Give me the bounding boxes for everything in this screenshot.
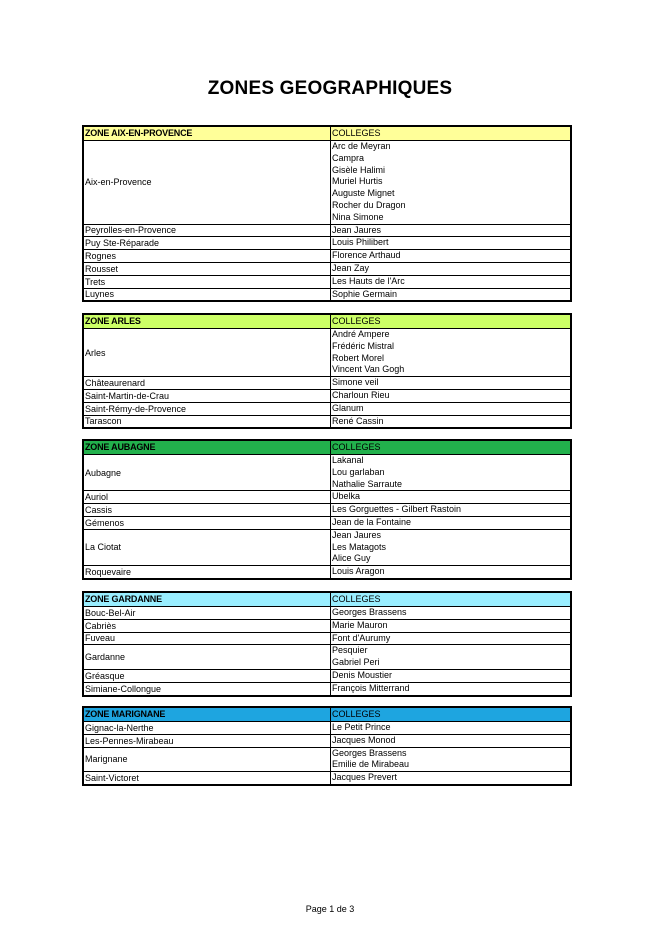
table-row [84,517,570,530]
college-name: Auguste Mignet [332,188,395,199]
table-row [84,722,570,735]
table-row [84,276,570,289]
commune-cell: La Ciotat [84,530,331,565]
commune-cell: Aubagne [84,455,331,490]
colleges-cell [331,645,570,669]
table-row [84,491,570,504]
college-name: Georges Brassens [332,747,407,758]
commune-cell: Trets [84,276,331,288]
commune-cell: Gémenos [84,517,331,529]
college-name: Robert Morel [332,352,385,363]
college-name: Sophie Germain [332,288,398,299]
commune-cell: Peyrolles-en-Provence [84,225,331,237]
commune-cell: Cassis [84,504,331,516]
college-name: Arc de Meyran [332,141,391,151]
colleges-cell [331,289,570,301]
table-row [84,416,570,428]
colleges-cell [331,633,570,645]
zone-header [84,127,570,141]
college-name: Lou garlaban [332,466,385,477]
college-name: Muriel Hurtis [332,176,383,187]
table-row [84,683,570,695]
commune-cell: Puy Ste-Réparade [84,237,331,249]
table-row [84,530,570,566]
table-row [84,250,570,263]
college-name: Louis Philibert [332,237,389,248]
college-name: Georges Brassens [332,607,407,617]
college-name: Louis Aragon [332,566,385,577]
commune-cell: Les-Pennes-Mirabeau [84,735,331,747]
zone-table [82,706,572,786]
commune-cell: Saint-Martin-de-Crau [84,390,331,402]
colleges-header: COLLEGES [332,709,381,719]
colleges-cell [331,491,570,503]
colleges-cell [331,517,570,529]
college-name: Font d'Aurumy [332,632,391,643]
zone-table [82,591,572,697]
colleges-header: COLLEGES [332,128,381,138]
colleges-cell [331,772,570,784]
zone-name: ZONE AIX-EN-PROVENCE [84,127,331,140]
colleges-cell [331,416,570,428]
commune-cell: Rousset [84,263,331,275]
commune-cell: Rognes [84,250,331,262]
table-row [84,329,570,377]
commune-cell: Marignane [84,748,331,772]
commune-cell: Châteaurenard [84,377,331,389]
table-row [84,455,570,491]
college-name: Frédéric Mistral [332,340,395,351]
commune-cell: Luynes [84,289,331,301]
zone-table [82,125,572,302]
zone-name: ZONE ARLES [84,315,331,328]
colleges-cell [331,722,570,734]
commune-cell: Saint-Victoret [84,772,331,784]
college-name: Lakanal [332,455,364,465]
colleges-cell [331,390,570,402]
college-name: Les Hauts de l'Arc [332,275,405,286]
college-name: Jacques Prevert [332,772,398,783]
commune-cell: Cabriès [84,620,331,632]
table-row [84,141,570,225]
college-name: Glanum [332,402,364,413]
college-name: Nathalie Sarraute [332,478,403,489]
colleges-cell [331,263,570,275]
commune-cell: Bouc-Bel-Air [84,607,331,619]
zone-header [84,708,570,722]
college-name: Charloun Rieu [332,389,390,400]
commune-cell: Gardanne [84,645,331,669]
college-name: Alice Guy [332,553,371,564]
colleges-header: COLLEGES [332,594,381,604]
commune-cell: Simiane-Collongue [84,683,331,695]
commune-cell: Gignac-la-Nerthe [84,722,331,734]
college-name: Ubelka [332,491,361,502]
zone-name: ZONE GARDANNE [84,593,331,606]
table-row [84,633,570,646]
college-name: Jean Jaures [332,224,382,235]
colleges-cell [331,276,570,288]
college-name: Pesquier [332,645,368,656]
colleges-cell [331,607,570,619]
college-name: Les Matagots [332,541,387,552]
college-name: Jacques Monod [332,734,396,745]
table-row [84,377,570,390]
college-name: Campra [332,152,365,163]
college-name: Gabriel Peri [332,657,380,668]
college-name: Le Petit Prince [332,722,391,732]
colleges-cell [331,237,570,249]
colleges-cell [331,377,570,389]
zone-header [84,593,570,607]
colleges-cell [331,250,570,262]
colleges-header: COLLEGES [332,442,381,452]
zone-table [82,439,572,580]
colleges-cell [331,683,570,695]
commune-cell: Fuveau [84,633,331,645]
commune-cell: Saint-Rémy-de-Provence [84,403,331,415]
colleges-cell [331,670,570,682]
table-row [84,237,570,250]
college-name: Simone veil [332,377,379,388]
table-row [84,645,570,670]
zone-name: ZONE AUBAGNE [84,441,331,454]
colleges-cell [331,141,570,224]
table-row [84,735,570,748]
college-name: Jean Zay [332,262,370,273]
college-name: Vincent Van Gogh [332,364,405,375]
colleges-cell [331,735,570,747]
table-row [84,620,570,633]
college-name: Denis Moustier [332,669,393,680]
college-name: Jean de la Fontaine [332,516,412,527]
table-row [84,772,570,784]
college-name: François Mitterrand [332,682,410,693]
colleges-cell [331,329,570,376]
zone-header [84,315,570,329]
table-row [84,225,570,238]
zone-table [82,313,572,429]
commune-cell: Arles [84,329,331,376]
table-row [84,607,570,620]
table-row [84,390,570,403]
colleges-cell [331,403,570,415]
page-title: ZONES GEOGRAPHIQUES [207,78,453,99]
zone-header [84,441,570,455]
colleges-cell [331,748,570,772]
commune-cell: Gréasque [84,670,331,682]
table-row [84,670,570,683]
commune-cell: Auriol [84,491,331,503]
commune-cell: Aix-en-Provence [84,141,331,224]
colleges-cell [331,620,570,632]
commune-cell: Tarascon [84,416,331,428]
college-name: Rocher du Dragon [332,199,406,210]
colleges-header: COLLEGES [332,316,381,326]
college-name: Florence Arthaud [332,250,401,261]
colleges-cell [331,225,570,237]
college-name: Nina Simone [332,211,384,222]
colleges-cell [331,455,570,490]
table-row [84,263,570,276]
table-row [84,289,570,301]
page-footer: Page 1 de 3 [305,904,355,914]
college-name: Gisèle Halimi [332,164,386,175]
college-name: Emilie de Mirabeau [332,759,410,770]
college-name: Jean Jaures [332,529,382,540]
table-row [84,748,570,773]
college-name: André Ampere [332,329,390,339]
college-name: Les Gorguettes - Gilbert Rastoin [332,504,462,515]
colleges-cell [331,566,570,578]
table-row [84,403,570,416]
table-row [84,504,570,517]
table-row [84,566,570,578]
college-name: Marie Mauron [332,619,388,630]
colleges-cell [331,530,570,565]
zone-name: ZONE MARIGNANE [84,708,331,721]
colleges-cell [331,504,570,516]
commune-cell: Roquevaire [84,566,331,578]
college-name: René Cassin [332,415,384,426]
